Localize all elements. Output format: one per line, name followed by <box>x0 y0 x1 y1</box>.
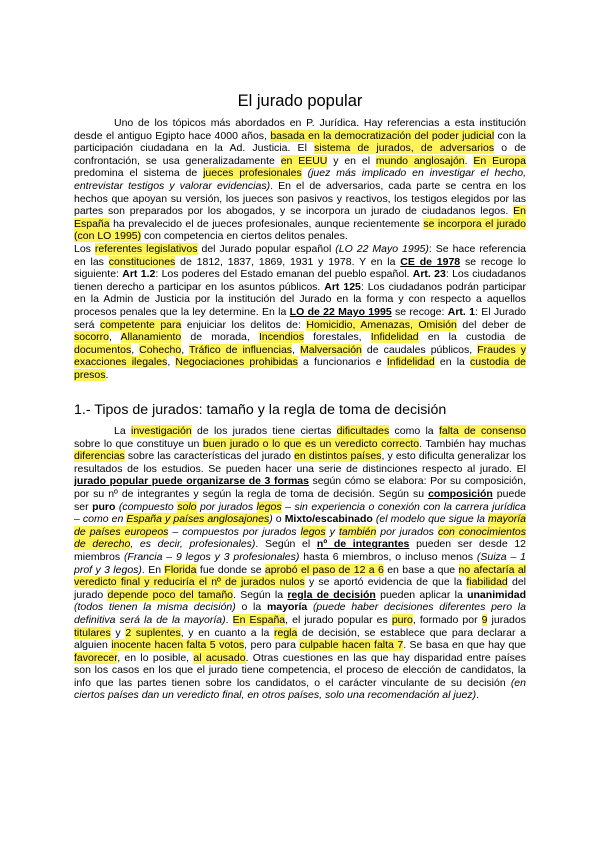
text-run: del jurado <box>74 576 526 601</box>
italic-text: (Francia – 9 legos y 3 profesionales) <box>123 550 300 563</box>
text-run: , <box>181 343 189 356</box>
highlighted-text: 9 <box>481 613 488 626</box>
highlighted-text: referentes legislativos <box>94 242 198 255</box>
bold-text: Art 125 <box>324 280 361 293</box>
highlighted-text: Malversación <box>300 343 362 356</box>
bold-text: Art. 1 <box>447 305 475 318</box>
bold-text: CE de 1978 <box>400 255 461 268</box>
highlighted-text: inocente hacen falta 5 votos <box>111 639 245 652</box>
text-run: o <box>272 513 285 526</box>
text-run: : Se hace referencia en las <box>74 242 526 268</box>
section-heading: 1.- Tipos de jurados: tamaño y la regla de toma de decisión <box>74 402 447 418</box>
text-run: . <box>476 689 480 702</box>
text-run: o la <box>235 601 267 614</box>
text-run: , formado por <box>412 613 482 626</box>
text-run: se recoge lo siguiente: <box>74 255 526 281</box>
text-run: . Según la <box>233 588 288 601</box>
text-run: o de confrontación, se usa generalizadamente <box>74 142 526 167</box>
text-run: de decisión, se establece que para declarar a alguien <box>74 626 526 652</box>
italic-text: (juez más implicado en investigar el hecho, entrevistar testigos y valorar evidencias) <box>74 167 526 192</box>
highlighted-text: En España <box>74 205 526 230</box>
highlighted-text: depende poco del tamaño <box>107 588 234 601</box>
text-run: Uno de los tópicos más abordados en P. Jurídica. Hay referencias a esta institución desde el antiguo Egipto hace 4000 años, <box>74 117 526 142</box>
highlighted-text: En España <box>232 613 286 626</box>
highlighted-text: diferencias <box>74 450 125 463</box>
text-run: . <box>105 368 109 381</box>
text-run: en la <box>434 356 471 369</box>
highlighted-text: no afectaría al veredicto final y reduciría el nº de jurados nulos <box>74 563 526 589</box>
text-run: del Jurado popular español <box>197 242 336 255</box>
highlighted-text: Allanamiento <box>120 331 182 344</box>
highlighted-text: solo <box>177 500 197 513</box>
text-run: , <box>109 331 121 344</box>
highlighted-text: en distintos países <box>294 450 382 463</box>
highlighted-text: mundo anglosajón <box>375 154 465 167</box>
highlighted-text: mayoría de países europeos <box>74 513 526 538</box>
text-run: : El Jurado será <box>74 305 526 331</box>
text-run: . Se basa en que hay que <box>403 639 527 652</box>
highlighted-text: también <box>338 525 377 538</box>
text-run: . En <box>141 563 165 576</box>
text-run: , y esto dificulta generalizar los resultados de los estudios. Se pueden hacer una serie de distinciones respecto al jurado. El <box>74 450 527 475</box>
highlighted-text: legos <box>256 500 282 513</box>
text-run: , en lo posible, <box>117 651 194 664</box>
highlighted-text: jueces profesionales <box>203 167 302 180</box>
text-run: en base a que <box>383 563 459 576</box>
highlighted-text: se incorpora el jurado (con LO 1995) <box>74 217 526 243</box>
text-run: de los jurados tiene ciertas <box>191 425 337 437</box>
italic-text: ) <box>269 513 273 526</box>
italic-text: – sin experiencia o conexión con la carrera jurídica – como en <box>74 500 526 526</box>
highlighted-text: sistema de jurados, de adversarios <box>314 142 495 155</box>
highlighted-text: fiabilidad <box>466 576 508 589</box>
italic-text: (Suiza – 1 prof y 3 legos) <box>74 550 526 576</box>
text-run: . Según el <box>255 538 317 551</box>
text-run: como la <box>389 425 439 437</box>
text-run: de morada, <box>181 331 259 344</box>
italic-text: , es decir, profesionales) <box>130 538 256 551</box>
text-run: a funcionarios e <box>297 356 387 369</box>
highlighted-text: falta de consenso <box>438 425 526 437</box>
jury-types-section <box>74 425 526 702</box>
highlighted-text: buen jurado o lo que es un veredicto correcto <box>202 437 420 450</box>
highlighted-text: competente para <box>99 318 182 331</box>
highlighted-text: España y países anglosajones <box>126 513 270 526</box>
text-run: : Los ciudadanos tienen derecho a participar en los asuntos públicos. <box>74 268 527 293</box>
bold-text: nº de integrantes <box>316 538 410 551</box>
legislation-paragraph <box>74 243 526 382</box>
highlighted-text: dificultades <box>336 425 390 437</box>
text-run: según cómo se elabora: Por su composición, por su nº de integrantes y según la regla de toma de decisión. Según su <box>74 475 526 500</box>
text-run: de caudales públicos, <box>361 343 478 356</box>
text-run: puede ser <box>74 487 526 513</box>
text-run: pueden ser desde 12 miembros <box>74 538 527 563</box>
intro-section <box>74 117 526 381</box>
highlighted-text: al acusado <box>193 651 246 664</box>
text-run: jurados <box>487 613 526 626</box>
text-run: se recoge: <box>391 305 448 318</box>
text-run: : Los poderes del Estado emanan del pueblo español. <box>155 268 413 281</box>
highlighted-text: culpable hacen falta 7 <box>299 639 404 652</box>
italic-text: (puede haber decisiones diferentes pero la definitiva será la de la mayoría) <box>74 601 526 626</box>
text-run: forestales, <box>303 331 371 344</box>
highlighted-text: Florida <box>164 563 197 576</box>
highlighted-text: Fraudes y exacciones ilegales <box>74 343 527 369</box>
italic-text: (el modelo que sigue la <box>375 513 489 526</box>
text-run: sobre las características del jurado <box>124 450 295 463</box>
text-run: sobre lo que constituye un <box>74 437 203 450</box>
text-run: . Otras cuestiones en las que hay disparidad entre países son los casos en los que el jurado tiene competencia, el proceso de elección de candidatos, la info que las partes tienen sobre los candidatos, o el carácter vinculante de su decisión <box>74 651 526 689</box>
italic-text: – compuestos por jurados <box>168 525 301 538</box>
italic-text: (compuesto <box>118 500 178 513</box>
highlighted-text: Negociaciones prohibidas <box>175 356 298 369</box>
text-run: , y en cuanto a la <box>180 626 274 639</box>
text-run: Los <box>74 242 95 255</box>
highlighted-text: Tráfico de influencias <box>188 343 293 356</box>
text-run: , <box>292 343 301 356</box>
highlighted-text: puro <box>391 613 413 626</box>
bold-text: mayoría <box>266 601 308 614</box>
bold-text: Mixto/escabinado <box>284 513 373 526</box>
text-run: , pero para <box>244 639 300 652</box>
bold-text: Art 1.2 <box>122 268 156 281</box>
text-run: fue donde se <box>196 563 265 576</box>
italic-text: (en ciertos países dan un veredicto final, en otros países, solo una recomendación al juez) <box>74 676 526 702</box>
highlighted-text: Incendios <box>259 331 304 344</box>
bold-text: unanimidad <box>467 588 527 601</box>
bold-text: puro <box>92 500 116 513</box>
intro-paragraph <box>74 117 526 243</box>
highlighted-text: aprobó el paso de 12 a 6 <box>264 563 384 576</box>
text-run: enjuiciar los delitos de: <box>181 318 307 331</box>
text-run: y se aportó evidencia de que la <box>304 576 467 589</box>
italic-text: por jurados <box>376 525 438 538</box>
text-run: con la participación ciudadana en la Ad. Justicia. El <box>74 129 526 155</box>
highlighted-text: basada en la democratización del poder judicial <box>270 129 495 142</box>
text-run: , el jurado popular es <box>285 613 392 626</box>
text-run: ha prevalecido el de jueces profesionales, aunque recientemente <box>109 217 424 230</box>
text-run: . También hay muchas <box>419 437 526 450</box>
highlighted-text: Cohecho <box>139 343 182 356</box>
highlighted-text: socorro <box>74 331 110 344</box>
text-run: de 1812, 1837, 1869, 1931 y 1978. Y en la <box>175 255 401 268</box>
jury-types-paragraph <box>74 425 526 702</box>
document-title: El jurado popular <box>237 92 363 110</box>
text-run: del deber de <box>456 318 526 331</box>
italic-text: (LO 22 Mayo 1995) <box>335 242 429 255</box>
highlighted-text: custodia de presos <box>74 356 526 381</box>
bold-text: LO de 22 Mayo 1995 <box>289 305 392 318</box>
highlighted-text: En Europa <box>473 154 526 167</box>
text-run: . <box>225 613 233 626</box>
bold-text: Art. 23 <box>412 268 446 281</box>
bold-text: jurado popular puede organizarse de 3 formas <box>74 475 309 488</box>
text-run: . <box>464 154 474 167</box>
highlighted-text: con conocimientos de derecho <box>74 525 527 551</box>
text-run: : Los ciudadanos podrán participar en la Admin de Justicia por la institución del Jurado en la forma y con respecto a aquellos procesos penales que la ley determine. En la <box>74 280 526 318</box>
text-run: , <box>167 356 176 369</box>
highlighted-text: documentos <box>74 343 132 356</box>
text-run: . En el de adversarios, cada parte se centra en los hechos que apoyan su versión, los jueces son pasivos y reactivos, los testigos elegidos por las partes son preparados por los abogados, y se incorpora un jurado de ciudadanos legos. <box>74 179 526 218</box>
highlighted-text: constituciones <box>108 255 176 268</box>
text-run: hasta 6 miembros, o incluso menos <box>299 550 477 563</box>
highlighted-text: regla <box>274 626 298 639</box>
bold-text: composición <box>428 487 493 500</box>
highlighted-text: Infidelidad <box>370 331 419 344</box>
italic-text: (todos tienen la misma decisión) <box>74 601 236 614</box>
highlighted-text: Infidelidad <box>386 356 435 369</box>
highlighted-text: en EEUU <box>280 154 328 167</box>
highlighted-text: favorecer <box>74 651 118 664</box>
highlighted-text: Homicidio, Amenazas, Omisión <box>306 318 457 331</box>
text-run: en la custodia de <box>418 331 527 344</box>
highlighted-text: titulares <box>74 626 111 639</box>
text-run: predomina el sistema de <box>74 167 204 180</box>
highlighted-text: investigación <box>130 425 192 437</box>
bold-text: regla de decisión <box>287 588 376 601</box>
text-run: pueden aplicar la <box>375 588 468 601</box>
text-run: , <box>131 343 140 356</box>
highlighted-text: legos <box>300 525 326 538</box>
text-run: y <box>110 626 126 639</box>
text-run: La <box>114 425 131 437</box>
highlighted-text: 2 suplentes <box>125 626 181 639</box>
text-run: con competencia en ciertos delitos penales. <box>141 230 348 243</box>
italic-text: por jurados <box>196 500 257 513</box>
italic-text: y <box>325 525 339 538</box>
text-run: y en el <box>327 154 376 167</box>
